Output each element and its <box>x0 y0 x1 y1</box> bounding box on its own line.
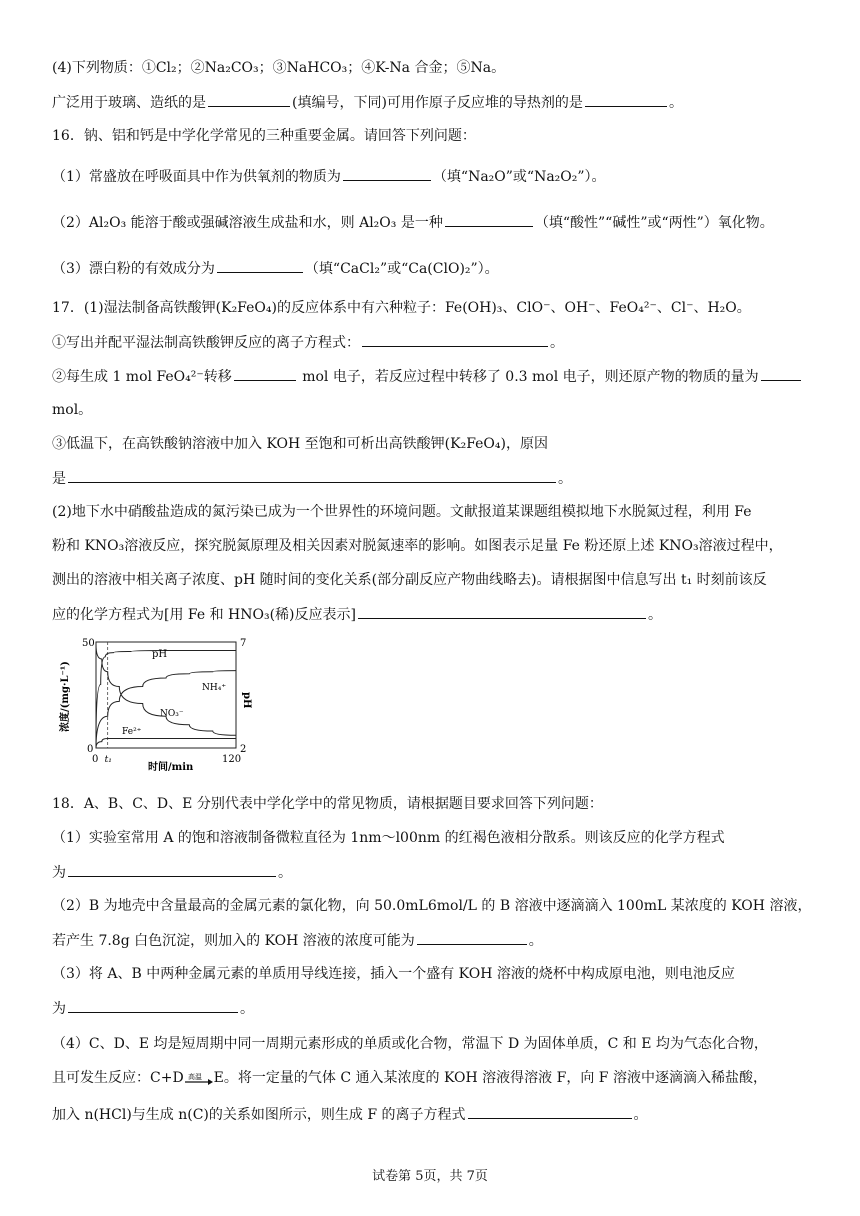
q17-title: 17．(1)湿法制备高铁酸钾(K₂FeO₄)的反应体系中有六种粒子：Fe(OH)₃、ClO⁻、OH⁻、FeO₄²⁻、Cl⁻、H₂O。 <box>52 300 751 316</box>
q15-4-text-a: 广泛用于玻璃、造纸的是 <box>52 95 206 111</box>
q17-s3: ③低温下，在高铁酸钠溶液中加入 KOH 至饱和可析出高铁酸钾(K₂FeO₄)，原因 <box>52 436 548 452</box>
q18-title: 18．A、B、C、D、E 分别代表中学化学中的常见物质，请根据题目要求回答下列问题： <box>52 796 603 812</box>
q18-p2-line1: （2）B 为地壳中含量最高的金属元素的氯化物，向 50.0mL6mol/L 的 B 溶液中逐滴滴入 100mL 某浓度的 KOH 溶液， <box>52 898 812 914</box>
q18-p2-line2 <box>52 930 820 951</box>
q16-p2-text-b: （填“酸性”“碱性”或“两性”）氧化物。 <box>534 215 774 231</box>
q18-p4-line1: （4）C、D、E 均是短周期中同一周期元素形成的单质或化合物，常温下 D 为固体单质，C 和 E 均为气态化合物， <box>52 1036 768 1052</box>
answer-blank[interactable] <box>68 998 238 1013</box>
answer-blank[interactable] <box>217 258 303 273</box>
q18-p1-line1: （1）实验室常用 A 的饱和溶液制备微粒直径为 1nm～l00nm 的红褐色液相分散系。则该反应的化学方程式 <box>52 830 725 846</box>
q18-p3-end: 。 <box>240 1001 254 1017</box>
answer-blank[interactable] <box>362 332 548 347</box>
series-label-fe: Fe²⁺ <box>122 727 142 737</box>
x-axis-label: 时间/min <box>148 762 194 772</box>
series-label-no3: NO₃⁻ <box>160 709 184 719</box>
answer-blank[interactable] <box>417 930 527 945</box>
q17-p2-line4 <box>52 604 820 625</box>
x-tick-0: 0 <box>92 754 99 765</box>
high-temp-arrow-icon <box>184 1071 214 1085</box>
q17-s2-text-b: mol 电子，若反应过程中转移了 0.3 mol 电子，则还原产物的物质的量为 <box>297 369 759 385</box>
q16-p2-text-a: （2）Al₂O₃ 能溶于酸或强碱溶液生成盐和水，则 Al₂O₃ 是一种 <box>52 215 443 231</box>
q17-s3-end: 。 <box>558 471 572 487</box>
series-label-nh4: NH₄⁺ <box>202 683 227 693</box>
q18-p3-line2 <box>52 998 820 1019</box>
answer-blank[interactable] <box>68 862 276 877</box>
answer-blank[interactable] <box>68 468 556 483</box>
q17-p2-text: 应的化学方程式为[用 Fe 和 HNO₃(稀)反应表示] <box>52 607 356 623</box>
q18-p4-line3 <box>52 1104 820 1125</box>
y2-tick-2: 2 <box>240 744 247 755</box>
series-fe-line <box>96 739 236 749</box>
y-tick-50: 50 <box>82 638 95 649</box>
answer-blank[interactable] <box>358 604 646 619</box>
answer-blank[interactable] <box>234 366 296 381</box>
q17-p2-line2: 粉和 KNO₃溶液反应，探究脱氮原理及相关因素对脱氮速率的影响。如图表示足量 Fe 粉还原上述 KNO₃溶液过程中， <box>52 538 783 554</box>
answer-blank[interactable] <box>585 92 667 107</box>
series-ph-line <box>96 651 236 744</box>
answer-blank[interactable] <box>208 92 290 107</box>
q15-4-text-c: 。 <box>668 95 683 111</box>
q18-p1-end: 。 <box>278 865 292 881</box>
q16-p3-text-a: （3）漂白粉的有效成分为 <box>52 261 215 277</box>
concentration-ph-chart <box>52 632 252 772</box>
q18-p4-text-b: E。将一定量的气体 C 通入某浓度的 KOH 溶液得溶液 F，向 F 溶液中逐滴滴入稀盐酸， <box>213 1070 767 1086</box>
answer-blank[interactable] <box>761 366 801 381</box>
q17-s3-text-b: 是 <box>52 471 66 487</box>
x-tick-t1: t₁ <box>104 755 112 765</box>
q15-4-line1: (4)下列物质：①Cl₂；②Na₂CO₃；③NaHCO₃；④K-Na 合金；⑤Na。 <box>52 60 506 76</box>
q16-part2 <box>52 212 820 233</box>
answer-blank[interactable] <box>468 1104 632 1119</box>
q18-p4-line2 <box>52 1068 820 1088</box>
q15-4-text-b: (填编号，下同)可用作原子反应堆的导热剂的是 <box>292 95 583 111</box>
q17-s1-text: ①写出并配平湿法制高铁酸钾反应的离子方程式： <box>52 335 360 351</box>
page-footer: 试卷第 5页，共 7页 <box>372 1169 488 1184</box>
q18-p1-text: 为 <box>52 865 66 881</box>
q18-p1-line2 <box>52 862 820 883</box>
y2-tick-7: 7 <box>240 638 247 649</box>
x-tick-120: 120 <box>222 754 242 765</box>
q16-part1 <box>52 166 820 187</box>
q16-part3 <box>52 258 820 279</box>
q18-p4-text-c: 加入 n(HCl)与生成 n(C)的关系如图所示，则生成 F 的离子方程式 <box>52 1107 466 1123</box>
q18-p4-text-a: 且可发生反应：C+D <box>52 1070 184 1086</box>
arrow-label: 高温 <box>187 1073 202 1081</box>
answer-blank[interactable] <box>343 166 431 181</box>
y-axis-label: 浓度/(mg·L⁻¹) <box>60 661 71 732</box>
q17-s1-end: 。 <box>550 335 564 351</box>
q17-s3-answer <box>52 468 820 489</box>
q18-p3-line1: （3）将 A、B 中两种金属元素的单质用导线连接，插入一个盛有 KOH 溶液的烧杯中构成原电池，则电池反应 <box>52 966 735 982</box>
q17-s2 <box>52 366 820 387</box>
q16-p1-text-a: （1）常盛放在呼吸面具中作为供氧剂的物质为 <box>52 169 341 185</box>
y-tick-0: 0 <box>87 744 94 755</box>
q17-p2-line3: 测出的溶液中相关离子浓度、pH 随时间的变化关系(部分副反应产物曲线略去)。请根据图中信息写出 t₁ 时刻前该反 <box>52 572 767 588</box>
series-label-ph: pH <box>152 649 168 660</box>
q16-p1-text-b: （填“Na₂O”或“Na₂O₂”）。 <box>432 169 606 185</box>
q17-s2-text-a: ②每生成 1 mol FeO₄²⁻转移 <box>52 369 232 385</box>
q18-p2-text: 若产生 7.8g 白色沉淀，则加入的 KOH 溶液的浓度可能为 <box>52 933 415 949</box>
q17-s2-unit: mol。 <box>52 402 93 418</box>
q17-p2-line1: (2)地下水中硝酸盐造成的氮污染已成为一个世界性的环境问题。文献报道某课题组模拟地下水脱氮过程，利用 Fe <box>52 504 752 520</box>
q18-p4-end: 。 <box>633 1107 648 1123</box>
q16-title: 16．钠、铝和钙是中学化学常见的三种重要金属。请回答下列问题： <box>52 128 476 144</box>
q16-p3-text-b: （填“CaCl₂”或“Ca(ClO)₂”）。 <box>304 261 499 277</box>
q18-p2-end: 。 <box>528 933 543 949</box>
answer-blank[interactable] <box>445 212 533 227</box>
q17-s1 <box>52 332 820 353</box>
q15-4-line2 <box>52 92 820 113</box>
y2-axis-label: pH <box>241 692 252 709</box>
q18-p3-text: 为 <box>52 1001 66 1017</box>
q17-p2-end: 。 <box>647 607 662 623</box>
